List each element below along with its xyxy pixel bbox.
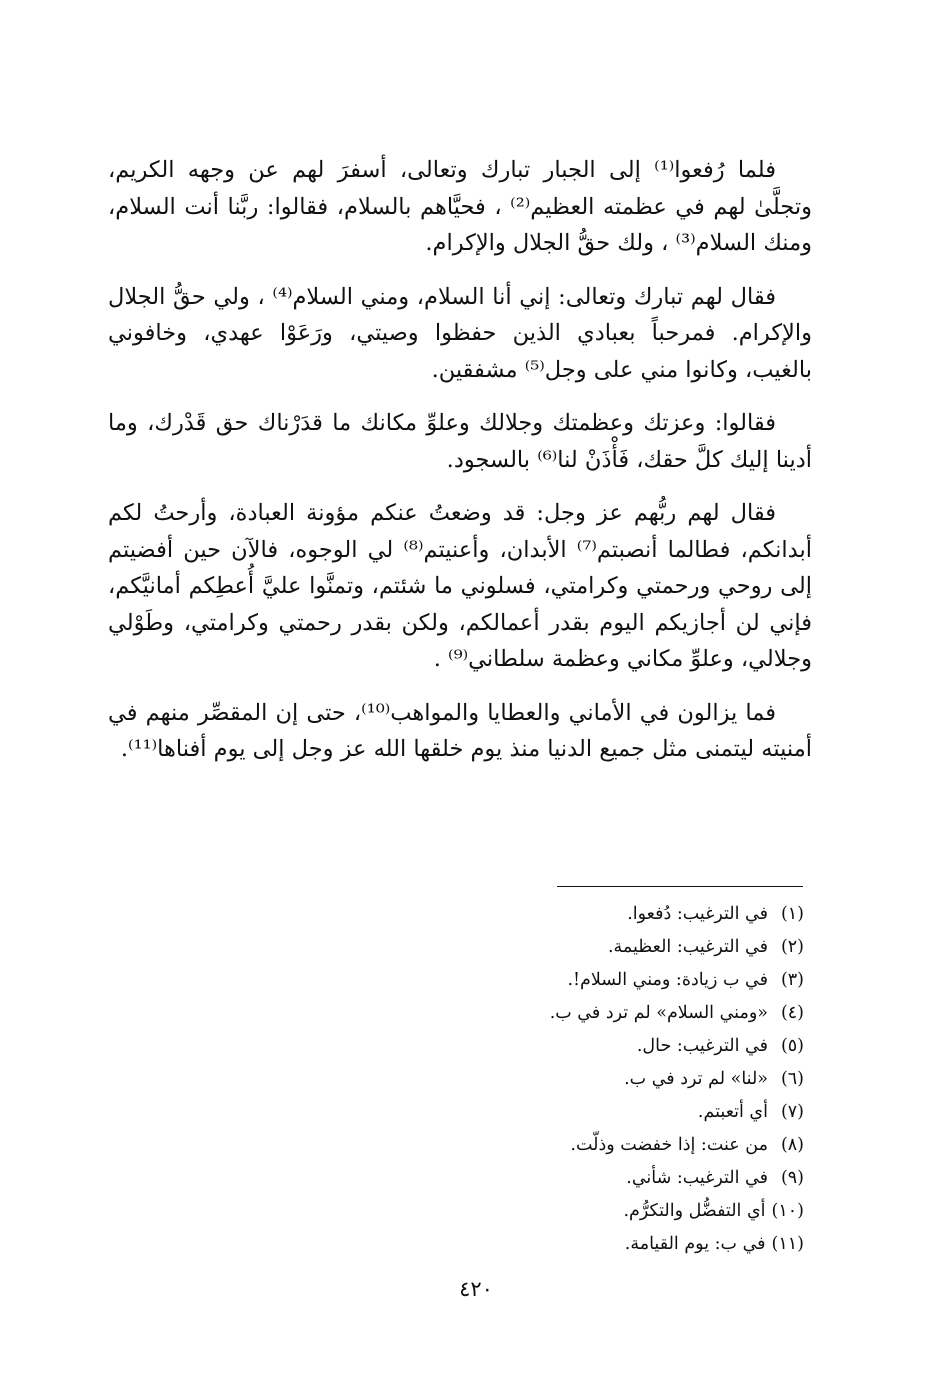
footnote-number: (٣) (780, 970, 804, 990)
footnote-9 (474, 1162, 804, 1195)
footnote-number: (١) (780, 904, 804, 924)
footnote-4 (474, 997, 804, 1030)
footnote-text: «ومني السلام» لم ترد في ب. (549, 1003, 768, 1023)
footnote-2 (474, 931, 804, 964)
footnote-number: (٦) (780, 1069, 804, 1089)
footnote-text: أي التفضُّل والتكرُّم. (623, 1201, 766, 1221)
footnote-number: (٢) (780, 937, 804, 957)
footnote-7 (474, 1096, 804, 1129)
footnote-separator (557, 886, 803, 887)
footnote-1 (474, 898, 804, 931)
paragraph-2: فقال لهم تبارك وتعالى: إني أنا السلام، ومني السلام⁽⁴⁾ ، ولي حقُّ الجلال والإكرام. فمرحباً بعبادي الذين حفظوا وصيتي، ورَعَوْا عهدي، وخافوني بالغيب، وكانوا مني على وجل⁽⁵⁾ مشفقين. (108, 283, 812, 383)
footnotes-list (474, 898, 804, 1261)
footnote-8 (474, 1129, 804, 1162)
paragraph-1: فلما رُفعوا⁽¹⁾ إلى الجبار تبارك وتعالى، أسفرَ لهم عن وجهه الكريم، وتجلَّىٰ لهم في عظمته العظيم⁽²⁾ ، فحيَّاهم بالسلام، فقالوا: ربَّنا أنت السلام، ومنك السلام⁽³⁾ ، ولك حقُّ الجلال والإكرام. (108, 157, 813, 256)
footnote-text: في الترغيب: حال. (636, 1036, 768, 1056)
footnote-11 (474, 1228, 804, 1261)
main-text (108, 152, 812, 785)
footnote-number: (١٠) (771, 1201, 804, 1221)
footnote-number: (٤) (780, 1003, 804, 1023)
footnote-number: (٧) (780, 1102, 804, 1122)
paragraph-3: فقالوا: وعزتك وعظمتك وجلالك وعلوِّ مكانك ما قدَرْناك حق قَدْرك، وما أدينا إليك كلَّ حقك، فَأْذَنْ لنا⁽⁶⁾ بالسجود. (108, 410, 812, 473)
footnote-number: (٥) (780, 1036, 804, 1056)
footnote-text: من عنت: إذا خفضت وذلّت. (570, 1135, 768, 1155)
footnote-3 (474, 964, 804, 997)
footnote-10 (474, 1195, 804, 1228)
page-number: ٤٢٠ (459, 1277, 493, 1301)
footnote-text: في الترغيب: دُفعوا. (627, 904, 768, 924)
footnote-text: أي أتعبتم. (697, 1102, 768, 1122)
paragraph-5: فما يزالون في الأماني والعطايا والمواهب⁽¹⁰⁾، حتى إن المقصِّر منهم في أمنيته ليتمنى مثل جميع الدنيا منذ يوم خلقها الله عز وجل إلى يوم أفناها⁽¹¹⁾. (108, 699, 812, 762)
footnote-text: في ب: يوم القيامة. (624, 1234, 766, 1254)
footnote-text: في الترغيب: العظيمة. (607, 937, 768, 957)
footnote-5 (474, 1030, 804, 1063)
footnote-number: (٩) (780, 1168, 804, 1188)
paragraph-4: فقال لهم ربُّهم عز وجل: قد وضعتُ عنكم مؤونة العبادة، وأرحتُ لكم أبدانكم، فطالما أنصبتم⁽⁷⁾ الأبدان، وأعنيتم⁽⁸⁾ لي الوجوه، فالآن حين أفضيتم إلى روحي ورحمتي وكرامتي، فسلوني ما شئتم، وتمنَّوا عليَّ أُعطِكم أمانيَّكم، فإني لن أجازيكم اليوم بقدر أعمالكم، ولكن بقدر رحمتي وكرامتي، وطَوْلي وجلالي، وعلوِّ مكاني وعظمة سلطاني⁽⁹⁾ . (108, 500, 812, 672)
footnote-number: (١١) (771, 1234, 804, 1254)
footnote-number: (٨) (780, 1135, 804, 1155)
footnote-text: «لنا» لم ترد في ب. (624, 1069, 768, 1089)
footnote-6 (474, 1063, 804, 1096)
footnote-text: في الترغيب: شأني. (626, 1168, 768, 1188)
footnote-text: في ب زيادة: ومني السلام!. (567, 970, 768, 990)
